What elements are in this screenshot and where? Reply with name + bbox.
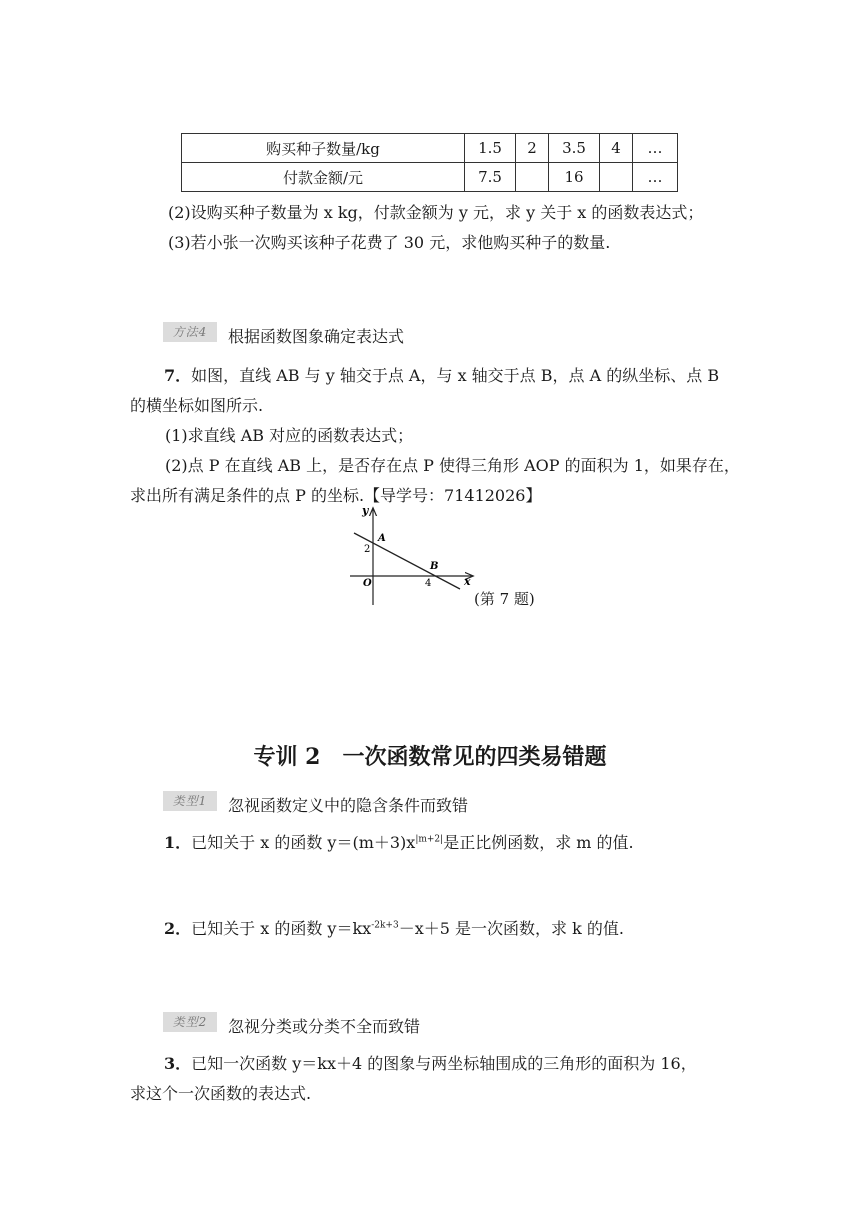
type-tag: 类型2: [163, 1012, 217, 1032]
seed-price-table: [181, 133, 678, 192]
table-cell: 付款金额/元: [182, 163, 465, 192]
table-cell: …: [633, 134, 678, 163]
table-cell: 1.5: [465, 134, 516, 163]
question-number: 1．: [164, 833, 192, 852]
question-number: 7．: [164, 366, 192, 385]
section-title: 专训 2 一次函数常见的四类易错题: [253, 744, 607, 770]
table-cell: [516, 163, 549, 192]
table-cell: 7.5: [465, 163, 516, 192]
q7-part2-cont: 求出所有满足条件的点 P 的坐标.【导学号：71412026】: [130, 486, 542, 505]
origin-label: O: [363, 578, 372, 589]
table-cell: [600, 163, 633, 192]
table-cell: 4: [600, 134, 633, 163]
table-cell: 16: [549, 163, 600, 192]
line-graph: [344, 503, 484, 608]
method-tag: 方法4: [163, 322, 217, 342]
y-axis-label: y: [362, 504, 369, 517]
q2-exponent: -2k+3: [371, 920, 399, 931]
q7-part2: (2)点 P 在直线 AB 上，是否存在点 P 使得三角形 AOP 的面积为 1，如果存在，: [165, 456, 740, 475]
q7-line1: [164, 363, 719, 386]
x-axis-label: x: [464, 575, 471, 588]
q7-line2: 的横坐标如图所示.: [130, 396, 264, 415]
q6-part3: (3)若小张一次购买该种子花费了 30 元，求他购买种子的数量.: [168, 233, 611, 252]
question-2: [164, 916, 624, 939]
type-heading: 忽视分类或分类不全而致错: [228, 1017, 421, 1036]
point-b-label: B: [430, 561, 439, 572]
q1-text-post: 是正比例函数，求 m 的值.: [443, 833, 634, 852]
method-heading: 根据函数图象确定表达式: [228, 327, 405, 346]
q3-line2: 求这个一次函数的表达式.: [130, 1084, 312, 1103]
y-intercept-value: 2: [364, 544, 371, 555]
q2-text-pre: 已知关于 x 的函数 y＝kx: [191, 919, 372, 938]
table-row: [182, 134, 678, 163]
q1-text-pre: 已知关于 x 的函数 y＝(m＋3)x: [191, 833, 416, 852]
table-cell: …: [633, 163, 678, 192]
question-1: [164, 830, 634, 853]
q7-text: 如图，直线 AB 与 y 轴交于点 A，与 x 轴交于点 B，点 A 的纵坐标、点 B: [191, 366, 720, 385]
q3-line1: [164, 1051, 697, 1074]
figure-caption: (第 7 题): [474, 590, 535, 608]
q2-text-post: －x＋5 是一次函数，求 k 的值.: [398, 919, 624, 938]
question-number: 3．: [164, 1054, 192, 1073]
type-tag: 类型1: [163, 791, 217, 811]
q7-part1: (1)求直线 AB 对应的函数表达式；: [165, 426, 414, 445]
table-row: [182, 163, 678, 192]
point-a-label: A: [378, 533, 386, 544]
table-cell: 购买种子数量/kg: [182, 134, 465, 163]
type-heading: 忽视函数定义中的隐含条件而致错: [228, 796, 469, 815]
q1-exponent: |m+2|: [415, 834, 444, 845]
q3-text: 已知一次函数 y＝kx＋4 的图象与两坐标轴围成的三角形的面积为 16，: [191, 1054, 697, 1073]
x-intercept-value: 4: [425, 578, 432, 589]
table-cell: 2: [516, 134, 549, 163]
question-number: 2．: [164, 919, 192, 938]
q6-part2: (2)设购买种子数量为 x kg，付款金额为 y 元，求 y 关于 x 的函数表达式；: [168, 203, 704, 222]
table-cell: 3.5: [549, 134, 600, 163]
